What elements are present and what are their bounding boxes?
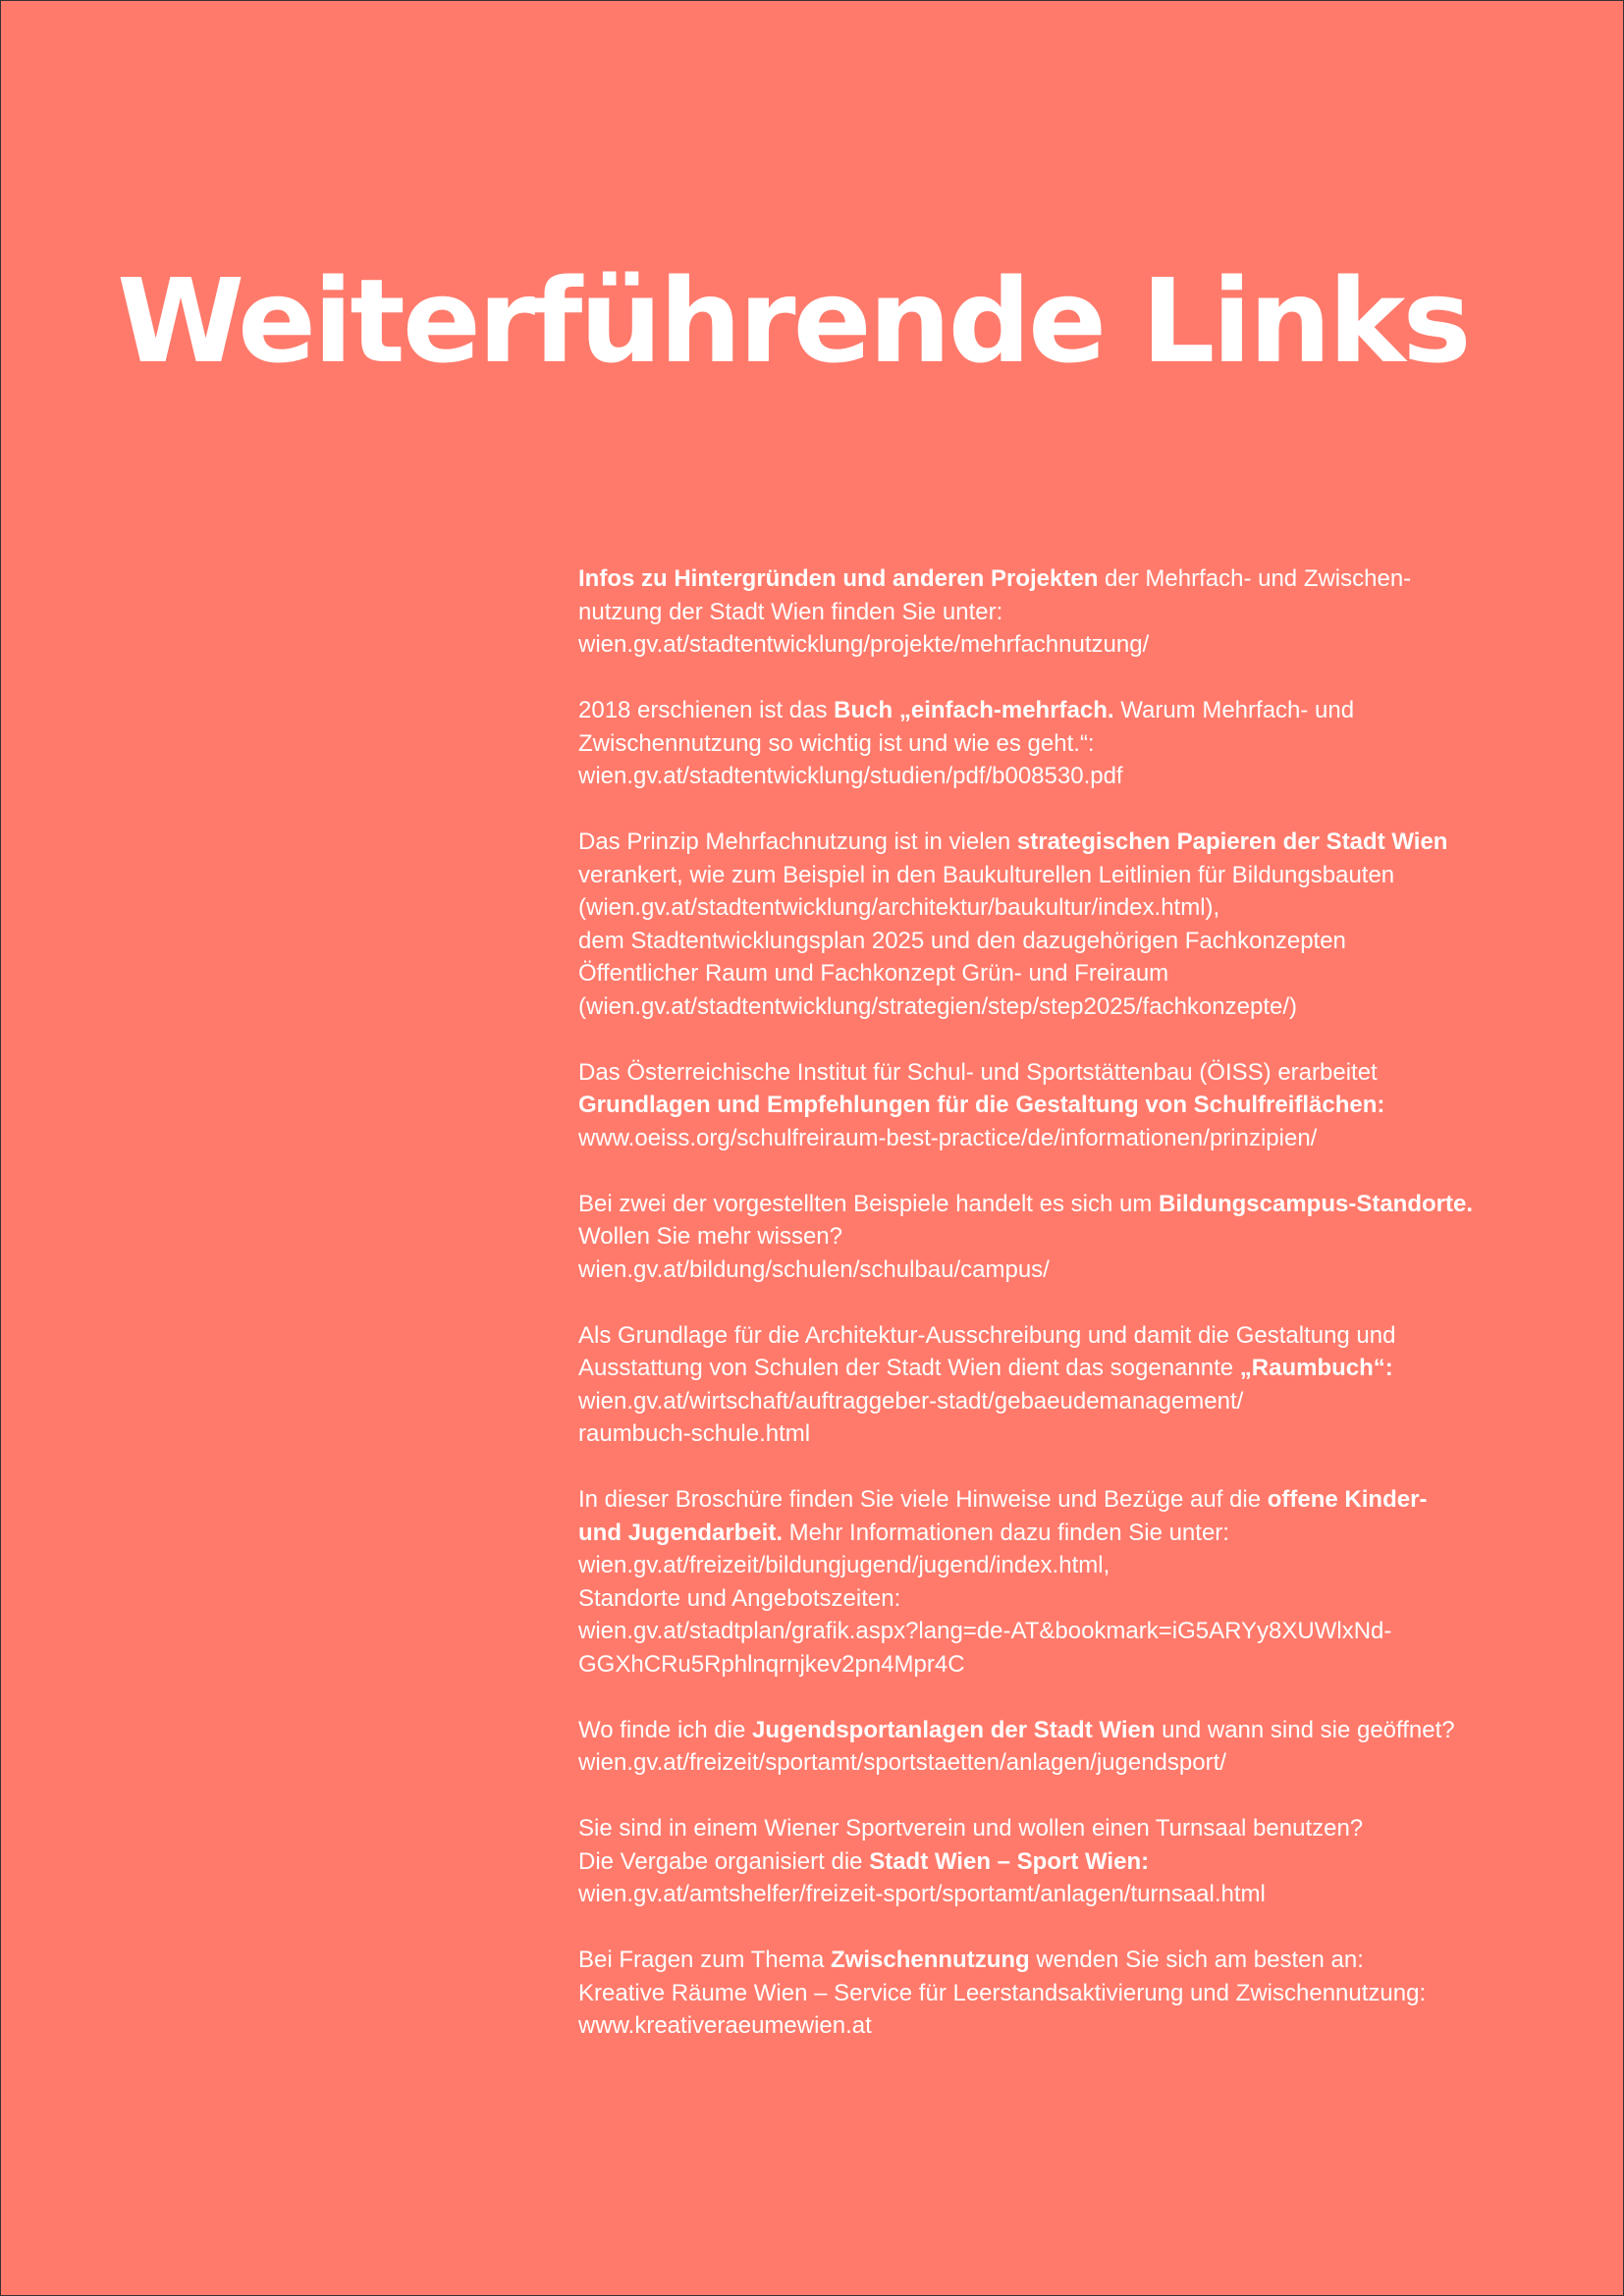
text-segment: wien.gv.at/amtshelfer/freizeit-sport/sportamt/anlagen/turnsaal.html [578, 1881, 1266, 1907]
text-line [578, 1188, 1570, 1221]
link-paragraph [578, 562, 1570, 662]
link-paragraph [578, 1714, 1570, 1780]
text-segment: nutzung der Stadt Wien finden Sie unter: [578, 598, 1003, 625]
text-line [578, 1615, 1570, 1648]
links-list [578, 562, 1570, 2075]
text-line [578, 891, 1570, 925]
text-segment: verankert, wie zum Beispiel in den Baukulturellen Leitlinien für Bildungsbauten [578, 861, 1395, 888]
text-segment: www.oeiss.org/schulfreiraum-best-practice/de/informationen/prinzipien/ [578, 1124, 1318, 1151]
text-line [578, 925, 1570, 958]
text-line [578, 1944, 1570, 1977]
link-paragraph [578, 1319, 1570, 1451]
bold-text: Buch „einfach-mehrfach. [834, 697, 1114, 723]
text-segment: Warum Mehrfach- und [1113, 697, 1355, 723]
text-segment: wien.gv.at/wirtschaft/auftraggeber-stadt/gebaeudemanagement/ [578, 1387, 1244, 1415]
link-paragraph [578, 1944, 1570, 2043]
text-line [578, 1845, 1570, 1879]
text-line [578, 1254, 1570, 1287]
link-paragraph [578, 1188, 1570, 1287]
text-segment: Das Prinzip Mehrfachnutzung ist in vielen [578, 828, 1017, 855]
text-segment: Zwischennutzung so wichtig ist und wie es geht.“: [578, 729, 1095, 757]
text-segment: Kreative Räume Wien – Service für Leerstandsaktivierung und Zwischennutzung: [578, 1979, 1427, 2006]
text-line [578, 1812, 1570, 1845]
bold-text: offene Kinder- [1267, 1486, 1428, 1513]
text-segment: Sie sind in einem Wiener Sportverein und wollen einen Turnsaal benutzen? [578, 1815, 1364, 1842]
text-segment: wien.gv.at/bildung/schulen/schulbau/campus/ [578, 1255, 1050, 1283]
link-paragraph [578, 694, 1570, 793]
text-line [578, 628, 1570, 662]
link-paragraph [578, 1812, 1570, 1911]
text-segment: Standorte und Angebotszeiten: [578, 1584, 901, 1612]
text-segment: wien.gv.at/freizeit/bildungjugend/jugend/index.html, [578, 1552, 1110, 1578]
text-segment: (wien.gv.at/stadtentwicklung/architektur/baukultur/index.html), [578, 894, 1220, 921]
bold-text: Zwischennutzung [831, 1947, 1030, 1973]
text-segment: wenden Sie sich am besten an: [1029, 1947, 1364, 1973]
text-segment: 2018 erschienen ist das [578, 697, 835, 723]
text-segment: Die Vergabe organisiert die [578, 1847, 870, 1875]
text-line [578, 1089, 1570, 1122]
text-segment: dem Stadtentwicklungsplan 2025 und den dazugehörigen Fachkonzepten [578, 927, 1346, 954]
link-paragraph [578, 826, 1570, 1023]
text-segment: und wann sind sie geöffnet? [1155, 1716, 1455, 1743]
text-line [578, 1385, 1570, 1418]
text-segment: Als Grundlage für die Architektur-Ausschreibung und damit die Gestaltung und [578, 1321, 1396, 1349]
bold-text: „Raumbuch“: [1239, 1355, 1393, 1381]
text-segment: Öffentlicher Raum und Fachkonzept Grün- und Freiraum [578, 960, 1169, 987]
text-line [578, 1714, 1570, 1747]
text-line [578, 1122, 1570, 1155]
link-paragraph [578, 1483, 1570, 1681]
text-line [578, 562, 1570, 596]
text-line [578, 727, 1570, 761]
text-segment: www.kreativeraeumewien.at [578, 2012, 872, 2039]
text-line [578, 1319, 1570, 1353]
text-line [578, 694, 1570, 727]
text-line [578, 596, 1570, 629]
bold-text: Grundlagen und Empfehlungen für die Gestaltung von Schulfreiflächen: [578, 1092, 1385, 1118]
text-line [578, 826, 1570, 859]
text-segment: Das Österreichische Institut für Schul- und Sportstättenbau (ÖISS) erarbeitet [578, 1058, 1378, 1086]
text-segment: Bei zwei der vorgestellten Beispiele handelt es sich um [578, 1190, 1159, 1217]
text-line [578, 1977, 1570, 2010]
bold-text: Infos zu Hintergründen und anderen Projekten [578, 565, 1099, 592]
text-line [578, 1746, 1570, 1780]
text-segment: wien.gv.at/stadtplan/grafik.aspx?lang=de-AT&bookmark=iG5ARYy8XUWlxNd- [578, 1618, 1392, 1644]
text-line [578, 957, 1570, 990]
text-line [578, 1220, 1570, 1254]
text-line [578, 1483, 1570, 1517]
text-segment: (wien.gv.at/stadtentwicklung/strategien/step/step2025/fachkonzepte/) [578, 992, 1297, 1020]
text-line [578, 990, 1570, 1024]
text-segment: wien.gv.at/stadtentwicklung/studien/pdf/b008530.pdf [578, 763, 1123, 789]
text-segment: Bei Fragen zum Thema [578, 1947, 832, 1973]
text-segment: GGXhCRu5Rphlnqrnjkev2pn4Mpr4C [578, 1650, 965, 1678]
bold-text: Stadt Wien – Sport Wien: [869, 1847, 1150, 1875]
bold-text: und Jugendarbeit. [578, 1519, 784, 1546]
text-line [578, 1517, 1570, 1550]
text-line [578, 859, 1570, 892]
link-paragraph [578, 1056, 1570, 1155]
text-line [578, 2009, 1570, 2043]
text-segment: wien.gv.at/stadtentwicklung/projekte/mehrfachnutzung/ [578, 631, 1150, 658]
text-segment: Mehr Informationen dazu finden Sie unter: [783, 1519, 1229, 1546]
text-line [578, 1417, 1570, 1451]
page-title: Weiterführende Links [117, 253, 1469, 389]
bold-text: strategischen Papieren der Stadt Wien [1016, 828, 1448, 855]
text-segment: In dieser Broschüre finden Sie viele Hinweise und Bezüge auf die [578, 1486, 1268, 1513]
text-line [578, 1352, 1570, 1385]
bold-text: Jugendsportanlagen der Stadt Wien [752, 1716, 1156, 1743]
text-segment: Ausstattung von Schulen der Stadt Wien dient das sogenannte [578, 1355, 1240, 1381]
text-segment: Wollen Sie mehr wissen? [578, 1223, 843, 1250]
text-line [578, 1549, 1570, 1582]
text-segment: Wo finde ich die [578, 1716, 752, 1743]
bold-text: Bildungscampus-Standorte. [1158, 1190, 1474, 1217]
text-segment: wien.gv.at/freizeit/sportamt/sportstaetten/anlagen/jugendsport/ [578, 1749, 1226, 1776]
text-segment: der Mehrfach- und Zwischen- [1098, 565, 1412, 592]
text-segment: raumbuch-schule.html [578, 1420, 811, 1447]
text-line [578, 1878, 1570, 1911]
text-line [578, 1582, 1570, 1616]
text-line [578, 760, 1570, 793]
text-line [578, 1056, 1570, 1090]
text-line [578, 1648, 1570, 1682]
